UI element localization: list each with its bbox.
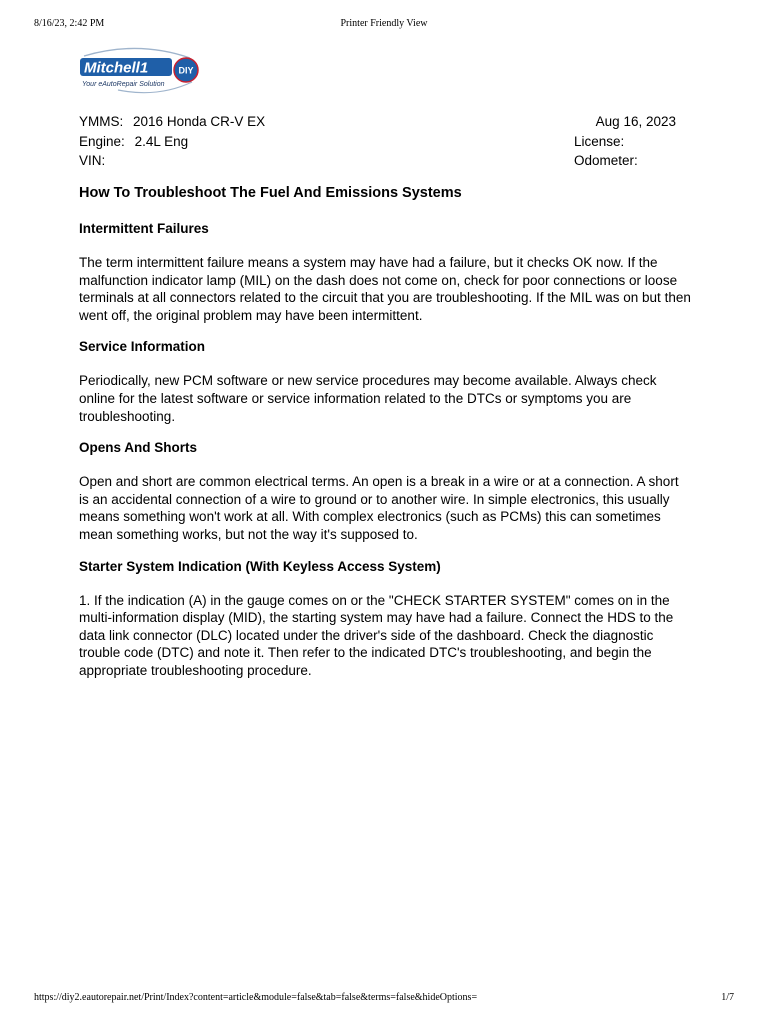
- print-url: https://diy2.eautorepair.net/Print/Index?content=article&module=false&tab=false&terms=false&hideOptions=: [34, 992, 478, 1003]
- section-body: Periodically, new PCM software or new service procedures may become available. Always check online for the latest software or service information related to the DTCs or symptoms you are troubleshooting.: [79, 373, 657, 424]
- logo-tagline: Your eAutoRepair Solution: [82, 81, 165, 88]
- license-label: License:: [574, 133, 625, 149]
- section-body: The term intermittent failure means a system may have had a failure, but it checks OK now. If the malfunction indicator lamp (MIL) on the dash does not come on, check for poor connections or loose terminals at all connectors related to the circuit that you are troubleshooting. If the MIL was on but then went off, the original problem may have been intermittent.: [79, 255, 691, 323]
- vehicle-row-engine: [79, 132, 676, 152]
- print-footer: [0, 992, 768, 1006]
- logo-swoosh: [84, 48, 190, 58]
- print-header: [0, 18, 768, 32]
- ymms-label: YMMS:: [79, 114, 124, 129]
- vin-label: VIN:: [79, 153, 106, 168]
- article: [79, 183, 691, 693]
- logo-brand: Mitchell1: [84, 59, 149, 77]
- section-body: 1. If the indication (A) in the gauge comes on or the "CHECK STARTER SYSTEM" comes on in the multi-information display (MID), the starting system may have had a failure. Connect the HDS to the data link connector (DLC) located under the driver's side of the dashboard. Check the diagnostic trouble code (DTC) and note it. Then refer to the indicated DTC's troubleshooting, and begin the appropriate troubleshooting procedure.: [79, 592, 674, 678]
- section-body: Open and short are common electrical terms. An open is a break in a wire or at a connection. A short is an accidental connection of a wire to ground or to another wire. In simple electronics, this usually means something won't work at all. With complex electronics (such as PCMs) this can sometimes mean something works, but not the way it's supposed to.: [79, 474, 679, 542]
- logo-graphic: [78, 46, 202, 98]
- logo-badge: DIY: [178, 65, 194, 76]
- odometer-label: Odometer:: [574, 153, 638, 168]
- vehicle-row-ymms: [79, 112, 676, 132]
- page-number: 1/7: [721, 992, 734, 1003]
- section-heading: Intermittent Failures: [79, 221, 209, 236]
- section-heading: Starter System Indication (With Keyless Access System): [79, 558, 441, 574]
- ymms-value: 2016 Honda CR-V EX: [133, 114, 266, 129]
- vehicle-row-vin: [79, 151, 676, 171]
- print-datetime: 8/16/23, 2:42 PM: [34, 18, 105, 29]
- print-title: Printer Friendly View: [340, 18, 428, 29]
- vehicle-info: [79, 112, 676, 171]
- section-heading: Service Information: [79, 339, 206, 355]
- article-title: How To Troubleshoot The Fuel And Emissions Systems: [79, 185, 462, 201]
- report-date: Aug 16, 2023: [595, 114, 676, 129]
- engine-label: Engine:: [79, 133, 125, 149]
- engine-value: 2.4L Eng: [134, 133, 189, 149]
- section-heading: Opens And Shorts: [79, 440, 198, 456]
- mitchell1-logo: [78, 46, 202, 98]
